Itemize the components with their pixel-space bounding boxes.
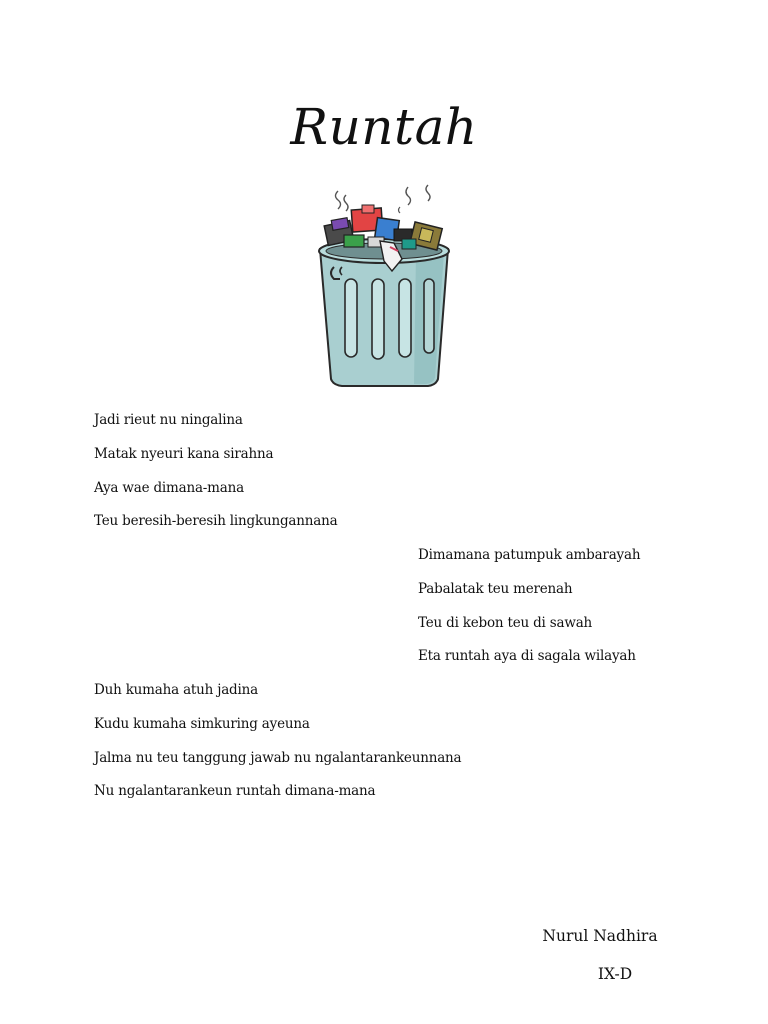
poem-line: Aya wae dimana-mana bbox=[94, 479, 244, 496]
poem-line: Matak nyeuri kana sirahna bbox=[94, 445, 274, 462]
poem-line: Eta runtah aya di sagala wilayah bbox=[418, 648, 636, 665]
author-class: IX-D bbox=[597, 965, 633, 983]
poem-line: Teu beresih-beresih lingkungannana bbox=[94, 513, 338, 530]
stanza-2 bbox=[418, 545, 640, 680]
poem-line: Duh kumaha atuh jadina bbox=[94, 682, 258, 698]
trash-can-icon bbox=[316, 183, 452, 389]
poem-line: Jalma nu teu tanggung jawab nu ngalantarankeunnana bbox=[94, 749, 462, 766]
poem-line: Teu di kebon teu di sawah bbox=[418, 614, 593, 631]
poem-line: Pabalatak teu merenah bbox=[418, 580, 573, 597]
poem-line: Jadi rieut nu ningalina bbox=[94, 412, 243, 428]
poem-line: Dimamana patumpuk ambarayah bbox=[418, 547, 641, 563]
poem-title: Runtah bbox=[290, 98, 478, 156]
poem-line: Kudu kumaha simkuring ayeuna bbox=[94, 715, 310, 732]
author-name: Nurul Nadhira bbox=[542, 927, 658, 945]
stanza-1 bbox=[94, 410, 337, 545]
stanza-3 bbox=[94, 680, 461, 815]
poem-line: Nu ngalantarankeun runtah dimana-mana bbox=[94, 783, 376, 800]
